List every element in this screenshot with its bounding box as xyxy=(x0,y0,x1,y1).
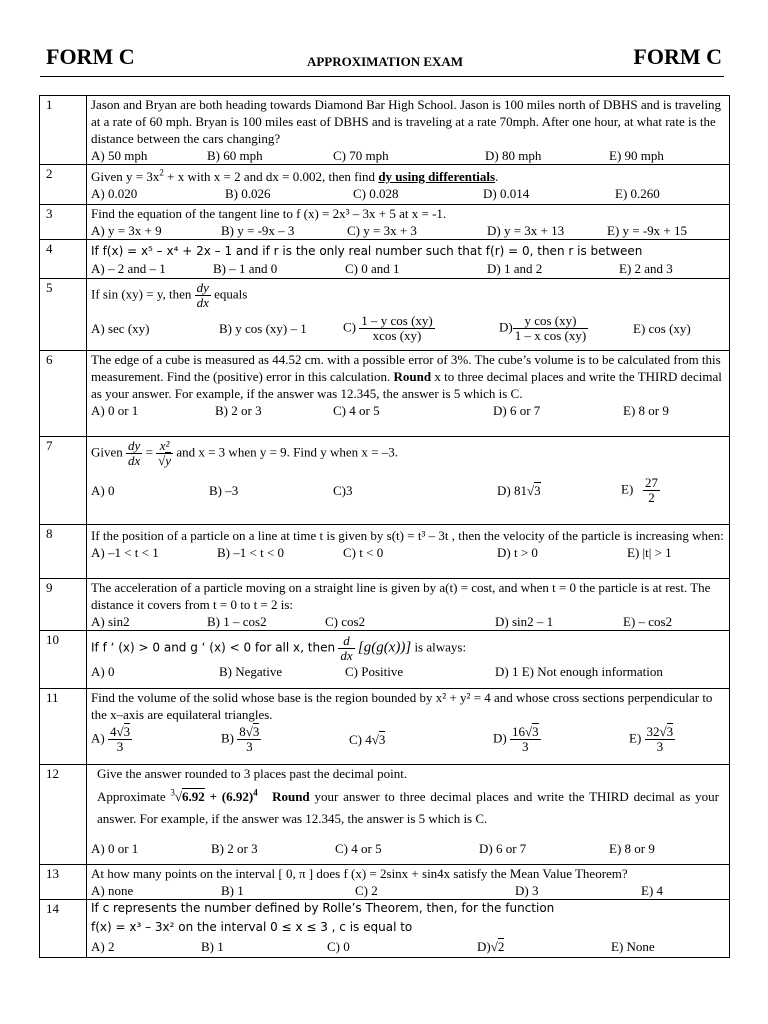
question-row xyxy=(40,689,730,765)
option-c: C) 2 xyxy=(355,883,378,898)
option-a: A) – 2 and – 1 xyxy=(91,261,166,276)
option-e: E) |t| > 1 xyxy=(627,545,672,560)
option-a: A) 0 or 1 xyxy=(91,403,139,418)
question-text: Find the volume of the solid whose base is the region bounded by x² + y² = 4 and whose cross sections perpendicular to the x–axis are equilateral triangles. xyxy=(91,690,713,722)
option-b: B) 60 mph xyxy=(207,148,263,163)
option-a: A) 0 xyxy=(91,483,115,498)
option-c: C) y = 3x + 3 xyxy=(347,223,417,238)
option-b: B) y cos (xy) – 1 xyxy=(219,321,307,336)
option-c: C) 0 xyxy=(327,939,350,954)
header-rule xyxy=(40,76,724,77)
option-e: E) None xyxy=(611,939,655,954)
option-b: B) 1 xyxy=(221,883,244,898)
question-body xyxy=(87,689,730,765)
option-e: E) $\frac{32√3}{3}$ xyxy=(629,724,674,754)
question-number: 10 xyxy=(40,631,87,689)
option-e: E) 8 or 9 xyxy=(609,841,655,856)
question-text: If c represents the number defined by Rolle’s Theorem, then, for the function xyxy=(91,901,555,915)
question-number: 5 xyxy=(40,279,87,351)
question-body xyxy=(87,765,730,865)
option-a: A) –1 < t < 1 xyxy=(91,545,159,560)
option-e: E) 8 or 9 xyxy=(623,403,669,418)
option-d: D) $\frac{16√3}{3}$ xyxy=(493,724,539,754)
emphasis-text: dy using differentials xyxy=(378,169,496,184)
derivative-fraction: $\frac{dy}{dx}$ xyxy=(128,438,141,468)
option-a: A) y = 3x + 9 xyxy=(91,223,162,238)
option-c: C) Positive xyxy=(345,664,404,679)
option-b: B) y = -9x – 3 xyxy=(221,223,295,238)
answer-options xyxy=(91,402,725,419)
question-row xyxy=(40,351,730,437)
question-number: 2 xyxy=(40,165,87,205)
question-row xyxy=(40,279,730,351)
option-c: C) t < 0 xyxy=(343,545,384,560)
option-a: A) 2 xyxy=(91,939,115,954)
option-b: B) 2 or 3 xyxy=(215,403,262,418)
question-body xyxy=(87,437,730,525)
option-d: D) $\frac{\text{y cos (xy)}}{\text{1 – x cos (xy)}}$ xyxy=(499,313,587,343)
question-number: 3 xyxy=(40,205,87,240)
question-number: 14 xyxy=(40,900,87,958)
exam-title: APPROXIMATION EXAM xyxy=(306,54,464,69)
option-d: D) sin2 – 1 xyxy=(495,614,554,629)
option-c: C) 4 or 5 xyxy=(335,841,382,856)
question-body xyxy=(87,96,730,165)
derivative-fraction: $\frac{d}{dx}$ xyxy=(340,633,353,663)
answer-options xyxy=(91,314,725,343)
option-d: D) 3 xyxy=(515,883,539,898)
answer-options xyxy=(91,476,725,505)
option-e: E) 90 mph xyxy=(609,148,664,163)
option-a: A) $\frac{4√3}{3}$ xyxy=(91,724,131,754)
question-row xyxy=(40,96,730,165)
form-label-left: FORM C xyxy=(46,44,135,69)
exam-header xyxy=(40,44,730,76)
question-row xyxy=(40,205,730,240)
question-row xyxy=(40,900,730,958)
question-text: If the position of a particle on a line at time t is given by s(t) = t³ – 3t , then the velocity of the particle is increasing when: xyxy=(91,528,724,543)
option-a: A) sec (xy) xyxy=(91,321,150,336)
option-e: E) 4 xyxy=(641,883,664,898)
question-row xyxy=(40,631,730,689)
question-row xyxy=(40,579,730,631)
option-c: C) 0.028 xyxy=(353,186,399,201)
option-a: A) none xyxy=(91,883,134,898)
option-a: A) 0.020 xyxy=(91,186,138,201)
question-number: 8 xyxy=(40,525,87,579)
option-a: A) 0 or 1 xyxy=(91,841,139,856)
option-d: D) 6 or 7 xyxy=(493,403,541,418)
question-text: If f ‘ (x) > 0 and g ‘ (x) < 0 for all x, then $\frac{d}{dx}$ [g(g(x))] is always: xyxy=(91,633,467,663)
question-text: Find the equation of the tangent line to f (x) = 2x³ – 3x + 5 at x = -1. xyxy=(91,206,447,221)
option-d: D) 1 E) Not enough information xyxy=(495,664,663,679)
question-body xyxy=(87,631,730,689)
question-number: 13 xyxy=(40,865,87,900)
option-d: D) 1 and 2 xyxy=(487,261,543,276)
question-text: If sin (xy) = y, then $\frac{dy}{dx}$ equals xyxy=(91,280,248,310)
question-body xyxy=(87,351,730,437)
question-instruction: Give the answer rounded to 3 places past the decimal point. xyxy=(97,766,408,781)
option-e: E) $\frac{27}{2}$ xyxy=(621,475,659,505)
answer-options xyxy=(91,222,725,239)
option-a: A) sin2 xyxy=(91,614,130,629)
option-b: B) $\frac{8√3}{3}$ xyxy=(221,724,260,754)
question-row xyxy=(40,165,730,205)
option-d: D) 6 or 7 xyxy=(479,841,527,856)
option-b: B) 1 xyxy=(201,939,224,954)
answer-options xyxy=(91,938,725,955)
rate-fraction: $\frac{\text{x²}}{√y}$ xyxy=(158,438,172,468)
option-d: D) t > 0 xyxy=(497,545,538,560)
question-text: Jason and Bryan are both heading towards Diamond Bar High School. Jason is 100 miles north of DBHS and is traveling at a rate of 60 mph. Bryan is 100 miles east of DBHS and is traveling at a rate 70mph. After one hour, at what rate is the distance between the cars changing? xyxy=(91,97,722,146)
answer-options xyxy=(91,663,725,680)
option-b: B) –1 < t < 0 xyxy=(217,545,285,560)
option-b: B) –3 xyxy=(209,483,239,498)
option-b: B) Negative xyxy=(219,664,283,679)
option-a: A) 50 mph xyxy=(91,148,148,163)
option-d: D) 81√3 xyxy=(497,483,541,498)
option-d: D)√2 xyxy=(477,939,505,954)
question-body xyxy=(87,525,730,579)
answer-options xyxy=(91,185,725,202)
answer-options xyxy=(91,544,725,561)
option-d: D) y = 3x + 13 xyxy=(487,223,565,238)
question-body xyxy=(87,279,730,351)
question-number: 6 xyxy=(40,351,87,437)
option-e: E) 2 and 3 xyxy=(619,261,673,276)
option-b: B) 2 or 3 xyxy=(211,841,258,856)
answer-options xyxy=(91,725,725,754)
answer-options xyxy=(91,147,725,164)
option-c: C) 4 or 5 xyxy=(333,403,380,418)
option-e: E) cos (xy) xyxy=(633,321,691,336)
question-text: Given $\frac{dy}{dx}$ = $\frac{\text{x²}}{√y}$ and x = 3 when y = 9. Find y when x = –3. xyxy=(91,438,399,468)
question-row xyxy=(40,765,730,865)
question-text: The edge of a cube is measured as 44.52 cm. with a possible error of 3%. The cube’s volume is to be calculated from this measurement. Find the (positive) error in this calculation. Round x to three decimal places and write the THIRD decimal as your answer. For example, if the answer was 12.345, the answer is 5 which is C. xyxy=(91,352,722,401)
question-number: 4 xyxy=(40,240,87,279)
option-d: D) 0.014 xyxy=(483,186,530,201)
question-body xyxy=(87,240,730,279)
option-b: B) – 1 and 0 xyxy=(213,261,278,276)
derivative-fraction: $\frac{dy}{dx}$ xyxy=(196,280,209,310)
option-d: D) 80 mph xyxy=(485,148,542,163)
question-text: The acceleration of a particle moving on a straight line is given by a(t) = cost, and when t = 0 the particle is at rest. The distance it covers from t = 0 to t = 2 is: xyxy=(91,580,711,612)
question-row xyxy=(40,240,730,279)
option-a: A) 0 xyxy=(91,664,115,679)
question-body xyxy=(87,205,730,240)
question-number: 1 xyxy=(40,96,87,165)
question-row xyxy=(40,437,730,525)
question-number: 7 xyxy=(40,437,87,525)
option-c: C) 4√3 xyxy=(349,732,386,747)
question-text: Given $y = 3x^2 + x$ with x = 2 and dx = 0.002, then find dy using differentials. xyxy=(91,167,499,184)
question-body xyxy=(87,165,730,205)
question-body xyxy=(87,900,730,958)
question-body xyxy=(87,865,730,900)
option-c: C) 0 and 1 xyxy=(345,261,400,276)
question-table xyxy=(39,95,730,958)
question-number: 9 xyxy=(40,579,87,631)
option-b: B) 1 – cos2 xyxy=(207,614,267,629)
form-label-right: FORM C xyxy=(633,44,722,69)
option-c: C) 70 mph xyxy=(333,148,389,163)
option-e: E) 0.260 xyxy=(615,186,660,201)
answer-options xyxy=(91,882,725,899)
question-text: If f(x) = x⁵ – x⁴ + 2x – 1 and if r is the only real number such that f(r) = 0, then r is between xyxy=(91,244,643,258)
option-e: E) – cos2 xyxy=(623,614,673,629)
question-row xyxy=(40,525,730,579)
answer-options xyxy=(91,840,725,857)
option-c: C) cos2 xyxy=(325,614,366,629)
option-c: C) $\frac{\text{1 – y cos (xy)}}{xcos (xy)}$ xyxy=(343,313,433,343)
composition-expression: [g(g(x))] xyxy=(357,639,412,656)
question-text: At how many points on the interval [ 0, π ] does f (x) = 2sinx + sin4x satisfy the Mean Value Theorem? xyxy=(91,866,628,881)
option-e: E) y = -9x + 15 xyxy=(607,223,688,238)
option-c: C)3 xyxy=(333,483,353,498)
question-number: 12 xyxy=(40,765,87,865)
question-number: 11 xyxy=(40,689,87,765)
question-row xyxy=(40,865,730,900)
answer-options xyxy=(91,260,725,277)
question-body xyxy=(87,579,730,631)
question-text: Approximate $^3√6.92 + (6.92)^4$ Round your answer to three decimal places and write the THIRD decimal as your answer. For example, if the answer was 12.345, the answer is 5 which is C. xyxy=(97,787,719,826)
answer-options xyxy=(91,613,725,630)
option-b: B) 0.026 xyxy=(225,186,271,201)
question-text-line2: f(x) = x³ – 3x² on the interval 0 ≤ x ≤ 3 , c is equal to xyxy=(91,920,413,934)
